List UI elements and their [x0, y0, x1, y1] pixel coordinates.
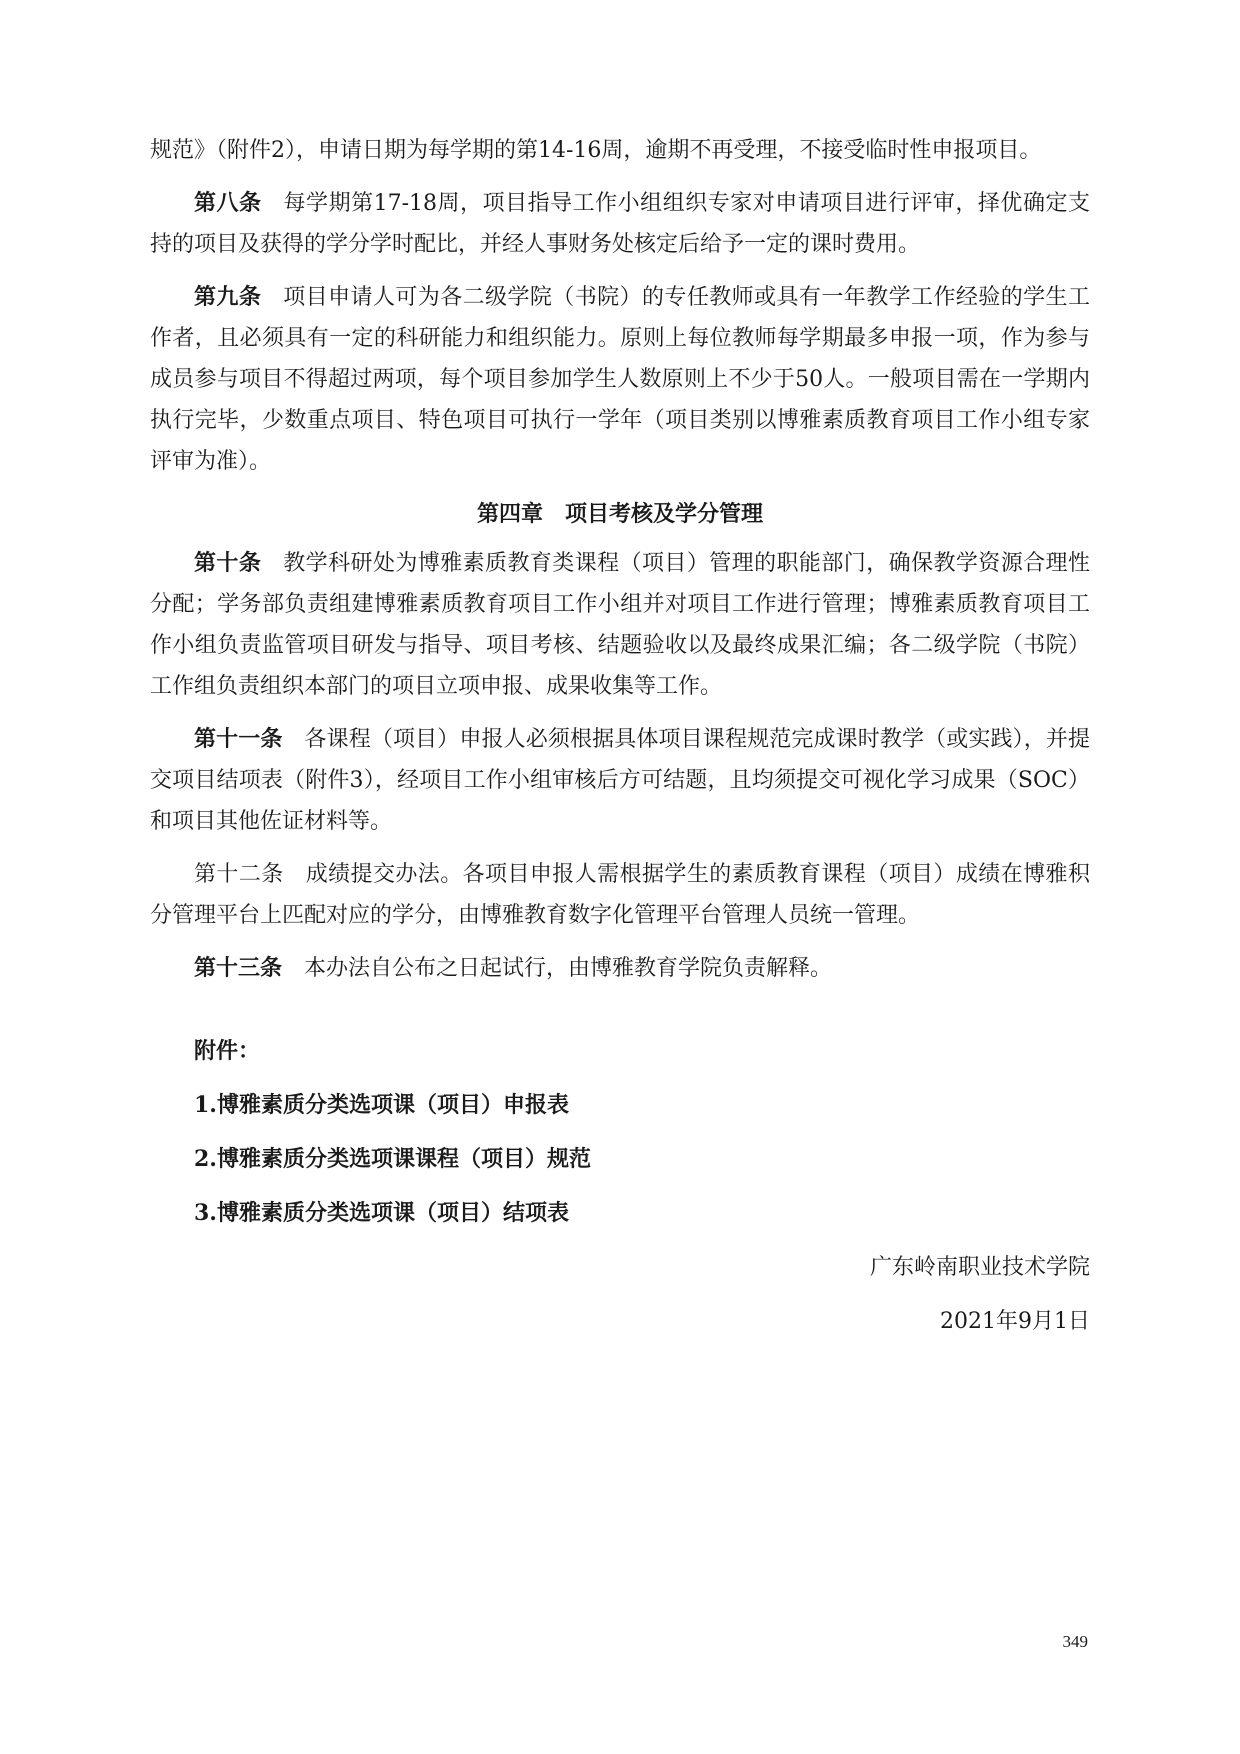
article-label: 第十三条 [194, 955, 283, 981]
annex-item: 2.博雅素质分类选项课课程（项目）规范 [194, 1146, 591, 1172]
article-8 [150, 183, 1090, 265]
article-text: 每学期第17-18周，项目指导工作小组组织专家对申请项目进行评审，择优确定支持的项目及获得的学分学时配比，并经人事财务处核定后给予一定的课时费用。 [150, 191, 1090, 257]
article-13 [150, 948, 1090, 989]
annex-heading: 附件： [194, 1038, 261, 1064]
article-label: 第十一条 [194, 726, 283, 752]
article-9 [150, 277, 1090, 482]
article-11 [150, 719, 1090, 842]
article-text: 各课程（项目）申报人必须根据具体项目课程规范完成课时教学（或实践），并提交项目结项表（附件3），经项目工作小组审核后方可结题，且均须提交可视化学习成果（SOC）和项目其他佐证材料等。 [150, 727, 1090, 834]
article-text: 本办法自公布之日起试行，由博雅教育学院负责解释。 [304, 956, 833, 981]
article-text: 项目申请人可为各二级学院（书院）的专任教师或具有一年教学工作经验的学生工作者，且必须具有一定的科研能力和组织能力。原则上每位教师每学期最多申报一项，作为参与成员参与项目不得超过两项，每个项目参加学生人数原则上不少于50人。一般项目需在一学期内执行完毕，少数重点项目、特色项目可执行一学年（项目类别以博雅素质教育项目工作小组专家评审为准）。 [150, 285, 1090, 474]
page-number: 349 [1062, 1632, 1088, 1651]
chapter-title: 第四章 项目考核及学分管理 [476, 501, 763, 527]
article-label: 第十二条 [194, 862, 284, 887]
issuer-signature: 广东岭南职业技术学院 [869, 1255, 1090, 1280]
annex-item: 3.博雅素质分类选项课（项目）结项表 [194, 1200, 569, 1226]
article-label: 第八条 [194, 190, 262, 216]
annex-item: 1.博雅素质分类选项课（项目）申报表 [194, 1092, 569, 1118]
continued-paragraph: 规范》（附件2），申请日期为每学期的第14-16周，逾期不再受理，不接受临时性申报项目。 [150, 138, 1042, 163]
article-label: 第十条 [194, 550, 262, 576]
article-10 [150, 543, 1090, 707]
document-body [150, 130, 1090, 1342]
issue-date: 2021年9月1日 [940, 1309, 1090, 1334]
article-text: 教学科研处为博雅素质教育类课程（项目）管理的职能部门，确保教学资源合理性分配；学务部负责组建博雅素质教育项目工作小组并对项目工作进行管理；博雅素质教育项目工作小组负责监管项目研发与指导、项目考核、结题验收以及最终成果汇编；各二级学院（书院）工作组负责组织本部门的项目立项申报、成果收集等工作。 [150, 551, 1090, 699]
article-label: 第九条 [194, 284, 262, 310]
article-text: 成绩提交办法。各项目申报人需根据学生的素质教育课程（项目）成绩在博雅积分管理平台上匹配对应的学分，由博雅教育数字化管理平台管理人员统一管理。 [150, 862, 1090, 928]
article-12 [150, 854, 1090, 936]
annex-section [150, 1031, 1090, 1234]
